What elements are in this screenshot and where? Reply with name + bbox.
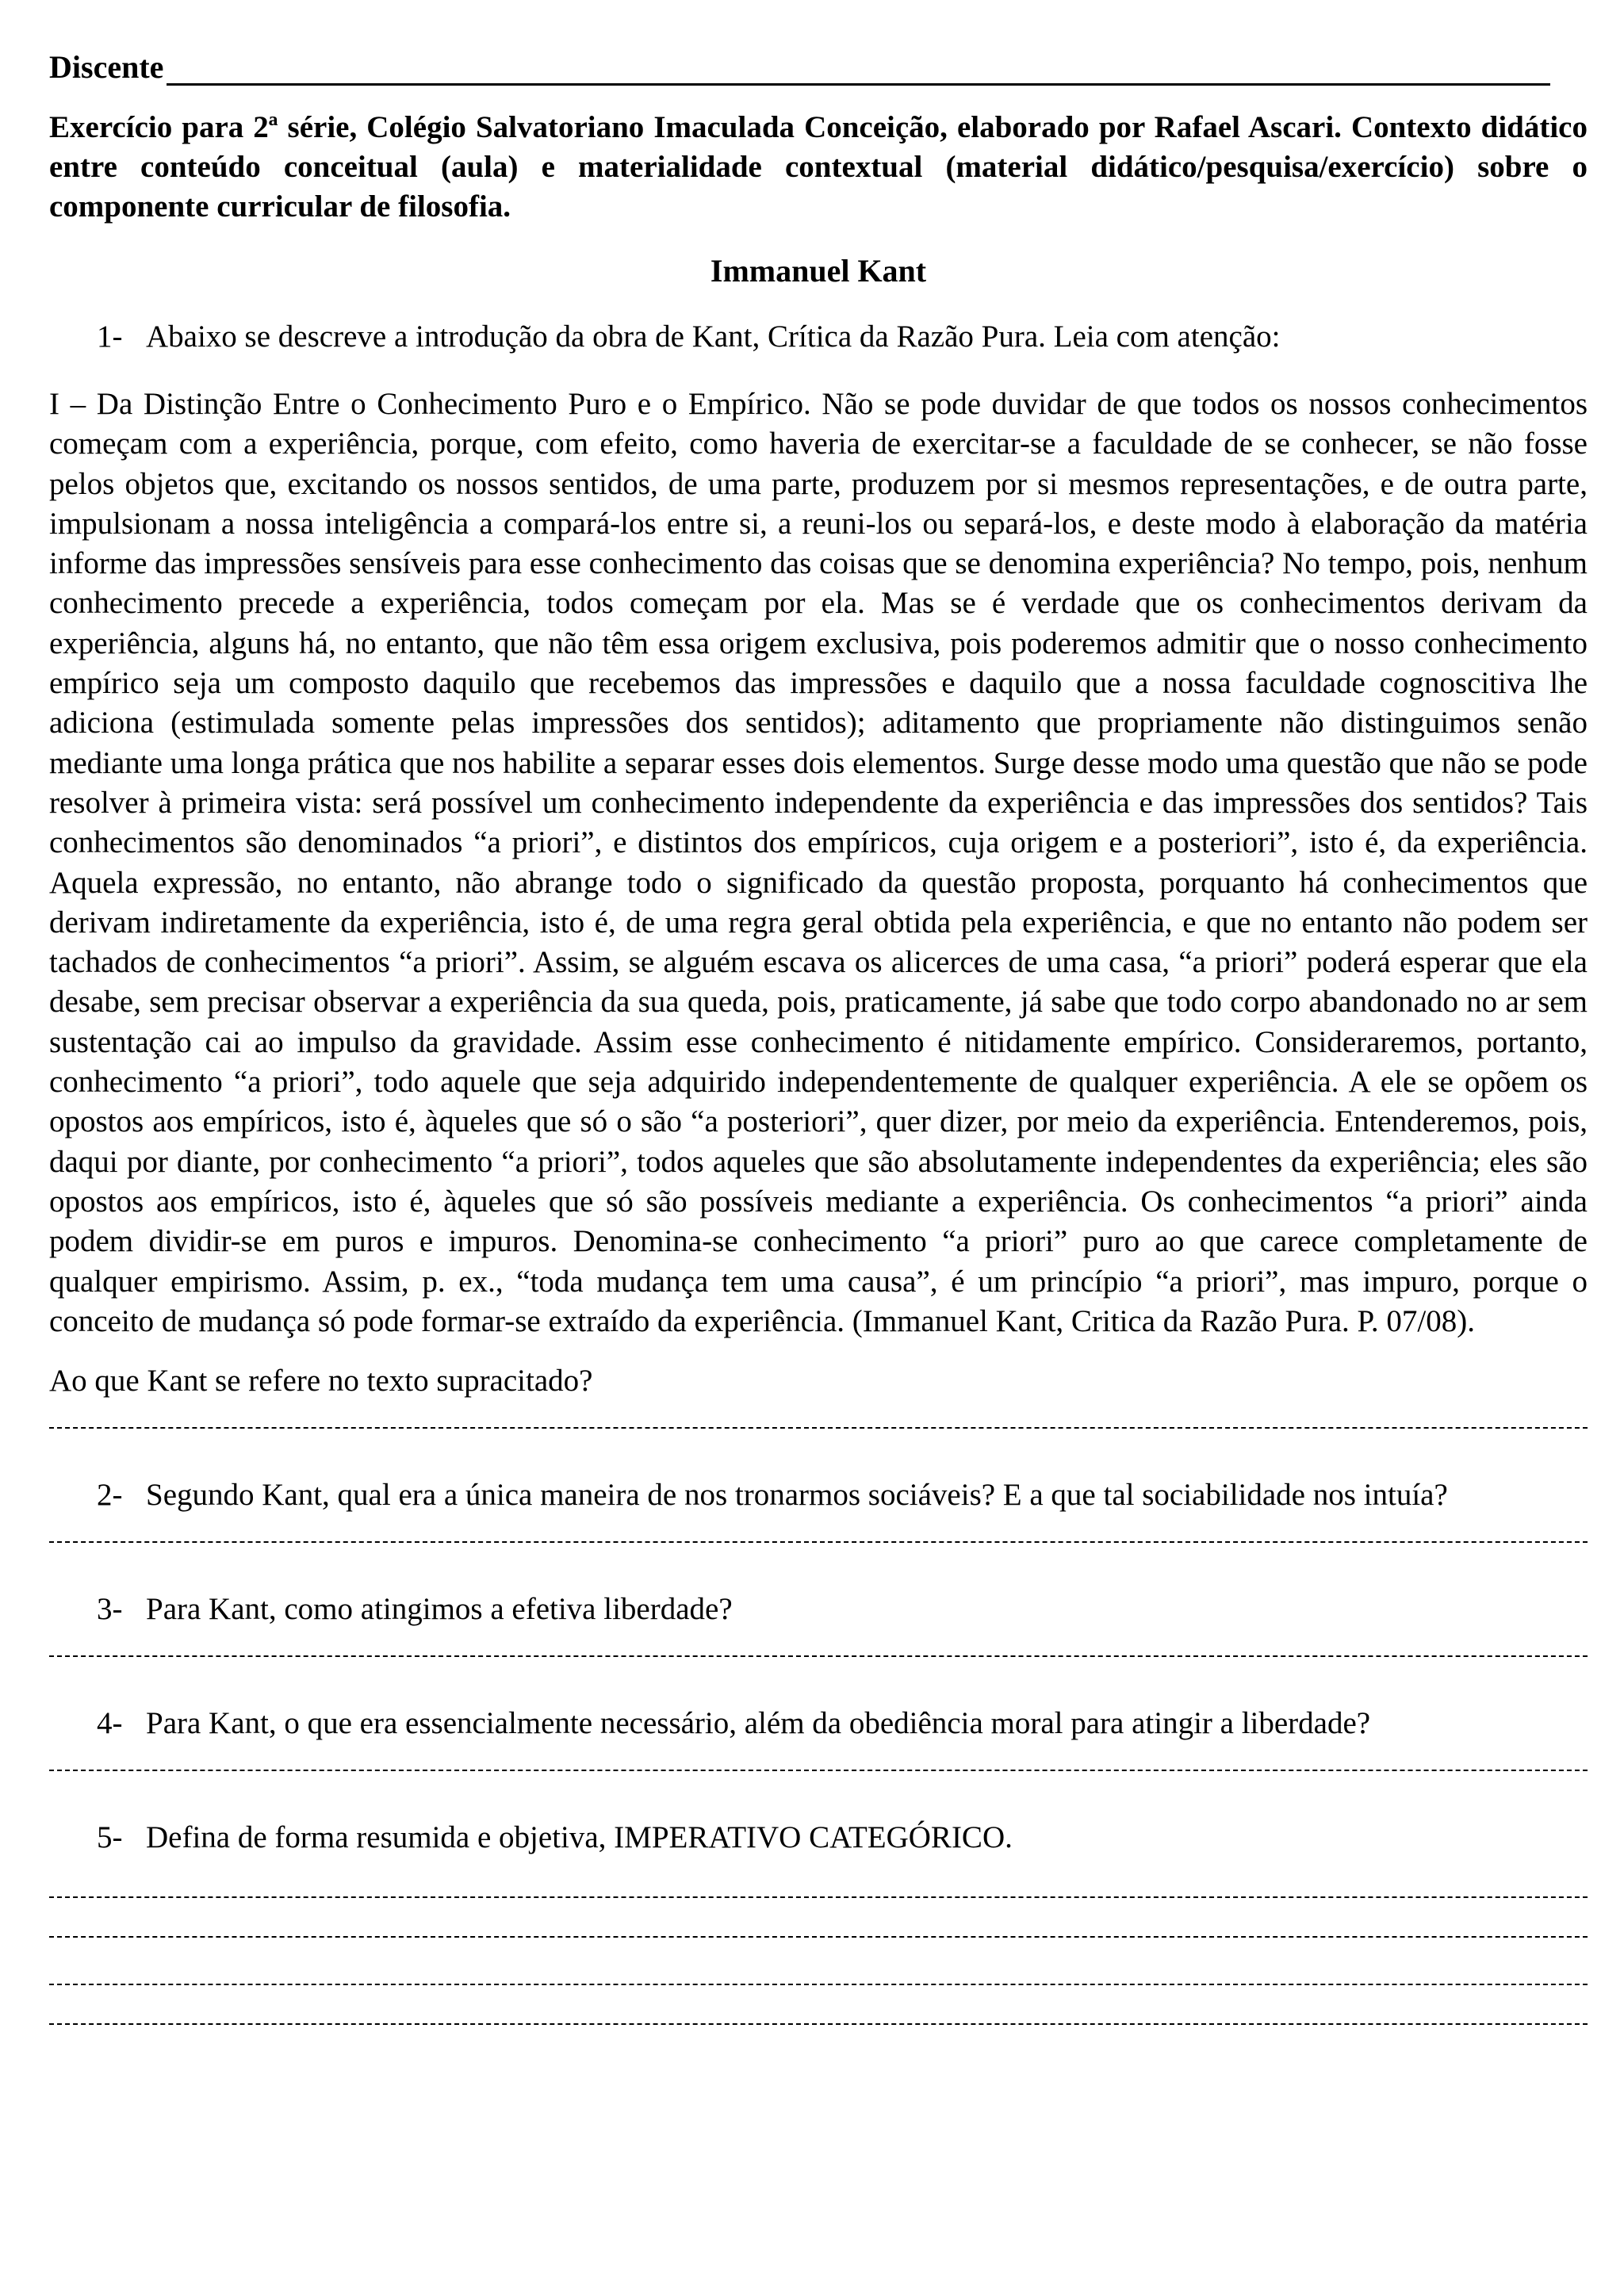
question-4-text: Para Kant, o que era essencialmente necessário, além da obediência moral para atingir a liberdade?: [146, 1706, 1371, 1741]
question-5-number: 5-: [97, 1820, 123, 1855]
question-5-text: Defina de forma resumida e objetiva, IMPERATIVO CATEGÓRICO.: [146, 1820, 1013, 1855]
question-3-text: Para Kant, como atingimos a efetiva liberdade?: [146, 1592, 733, 1627]
student-name-row: [49, 41, 1588, 86]
exercise-header: Exercício para 2ª série, Colégio Salvatoriano Imaculada Conceição, elaborado por Rafael Ascari. Contexto didático entre conteúdo conceitual (aula) e materialidade contextual (material didático/pesquisa/exercício) sobre o componente curricular de filosofia.: [49, 110, 1588, 224]
question-4-number: 4-: [97, 1706, 123, 1741]
answer-line-5c[interactable]: [49, 1965, 1588, 2004]
answer-line-5b[interactable]: [49, 1917, 1588, 1954]
question-2: [49, 1476, 1588, 1514]
student-name-line[interactable]: [167, 56, 1550, 86]
answer-line-3[interactable]: [49, 1636, 1588, 1676]
question-1-prompt: Ao que Kant se refere no texto supracitado?: [49, 1364, 593, 1399]
student-name-label: Discente: [49, 49, 164, 85]
answer-line-5a[interactable]: [49, 1877, 1588, 1917]
answer-line-4[interactable]: [49, 1751, 1588, 1790]
question-3: [49, 1590, 1588, 1628]
worksheet-page: [49, 41, 1588, 2041]
question-1-text: Abaixo se descreve a introdução da obra de Kant, Crítica da Razão Pura. Leia com atenção:: [146, 320, 1281, 354]
page-title: Immanuel Kant: [710, 253, 927, 289]
question-2-text: Segundo Kant, qual era a única maneira de nos tronarmos sociáveis? E a que tal sociabilidade nos intuía?: [146, 1478, 1448, 1513]
answer-line-2[interactable]: [49, 1522, 1588, 1562]
kant-quote: I – Da Distinção Entre o Conhecimento Puro e o Empírico. Não se pode duvidar de que todos os nossos conhecimentos começam com a experiência, porque, com efeito, como haveria de exercitar-se a faculdade de se conhecer, se não fosse pelos objetos que, excitando os nossos sentidos, de uma parte, produzem por si mesmos representações, e de outra parte, impulsionam a nossa inteligência a compará-los entre si, a reuni-los ou separá-los, e deste modo à elaboração da matéria informe das impressões sensíveis para esse conhecimento das coisas que se denomina experiência? No tempo, pois, nenhum conhecimento precede a experiência, todos começam por ela. Mas se é verdade que os conhecimentos derivam da experiência, alguns há, no entanto, que não têm essa origem exclusiva, pois poderemos admitir que o nosso conhecimento empírico seja um composto daquilo que recebemos das impressões e daquilo que a nossa faculdade cognoscitiva lhe adiciona (estimulada somente pelas impressões dos sentidos); aditamento que propriamente não distinguimos senão mediante uma longa prática que nos habilite a separar esses dois elementos. Surge desse modo uma questão que não se pode resolver à primeira vista: será possível um conhecimento independente da experiência e das impressões dos sentidos? Tais conhecimentos são denominados “a priori”, e distintos dos empíricos, cuja origem e a posteriori”, isto é, da experiência. Aquela expressão, no entanto, não abrange todo o significado da questão proposta, porquanto há conhecimentos que derivam indiretamente da experiência, isto é, de uma regra geral obtida pela experiência, e que no entanto não podem ser tachados de conhecimentos “a priori”. Assim, se alguém escava os alicerces de uma casa, “a priori” poderá esperar que ela desabe, sem precisar observar a experiência da sua queda, pois, praticamente, já sabe que todo corpo abandonado no ar sem sustentação cai ao impulso da gravidade. Assim esse conhecimento é nitidamente empírico. Consideraremos, portanto, conhecimento “a priori”, todo aquele que seja adquirido independentemente de qualquer experiência. A ele se opõem os opostos aos empíricos, isto é, àqueles que só o são “a posteriori”, quer dizer, por meio da experiência. Entenderemos, pois, daqui por diante, por conhecimento “a priori”, todos aqueles que são absolutamente independentes da experiência; eles são opostos aos empíricos, isto é, àqueles que só são possíveis mediante a experiência. Os conhecimentos “a priori” ainda podem dividir-se em puros e impuros. Denomina-se conhecimento “a priori” puro ao que carece completamente de qualquer empirismo. Assim, p. ex., “toda mudança tem uma causa”, é um princípio “a priori”, mas impuro, porque o conceito de mudança só pode formar-se extraído da experiência. (Immanuel Kant, Critica da Razão Pura. P. 07/08).: [49, 387, 1588, 1338]
question-4: [49, 1705, 1588, 1743]
question-5: [49, 1819, 1588, 1857]
question-2-number: 2-: [97, 1478, 123, 1513]
question-1: [49, 318, 1588, 356]
answer-line-5d[interactable]: [49, 2004, 1588, 2041]
question-1-number: 1-: [97, 320, 123, 354]
answer-line-1[interactable]: [49, 1408, 1588, 1448]
question-3-number: 3-: [97, 1592, 123, 1627]
